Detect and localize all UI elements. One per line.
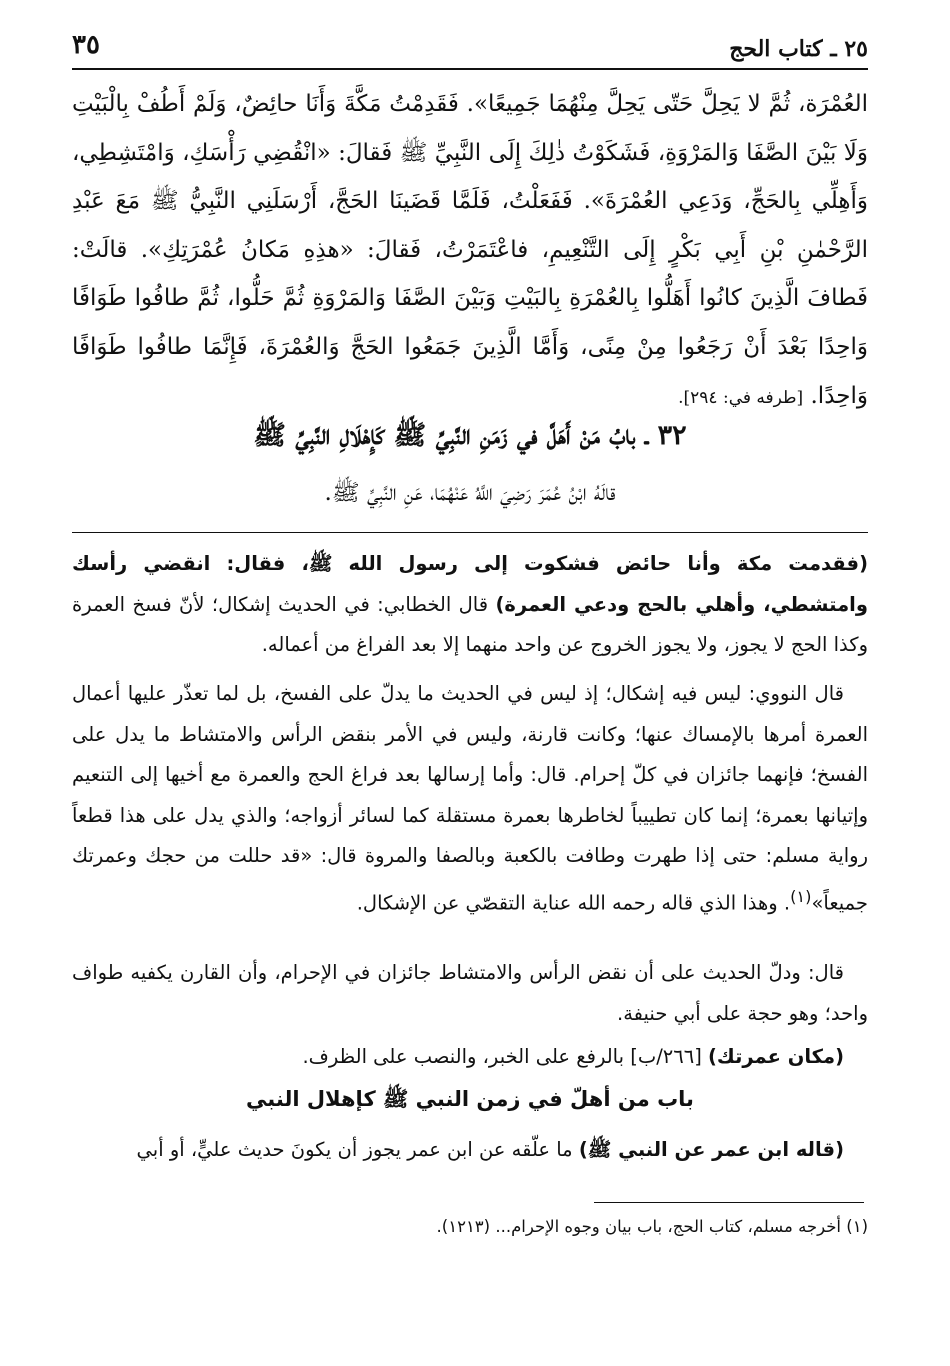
commentary-text: [٢٦٦/ب] بالرفع على الخبر، والنصب على الظرف. xyxy=(302,1045,708,1068)
hadith-text xyxy=(72,80,868,422)
commentary-text: ما علّقه عن ابن عمر يجوز أن يكونَ حديث عليٍّ، أو أبي xyxy=(136,1138,579,1161)
footnote-marker: (١) xyxy=(790,886,812,906)
commentary-paragraph-2 xyxy=(72,674,868,924)
footnote: (١) أخرجه مسلم، كتاب الحج، باب بيان وجوه الإحرام... (١٢١٣). xyxy=(436,1217,868,1236)
commentary-subheading: باب من أهلّ في زمن النبي ﷺ كإهلال النبي xyxy=(246,1087,694,1111)
footnote-rule xyxy=(594,1202,864,1203)
page-number: ٣٥ xyxy=(72,30,100,60)
running-header xyxy=(72,24,868,66)
hadith-reference: [طرفه في: ٢٩٤]. xyxy=(678,387,804,408)
commentary-text-tail: . وهذا الذي قاله رحمه الله عناية التقصّي عن الإشكال. xyxy=(356,891,791,914)
commentary-paragraph-4 xyxy=(72,1037,868,1078)
quoted-phrase: (قاله ابن عمر عن النبي ﷺ) xyxy=(578,1138,844,1161)
commentary-text: قال الخطابي: في الحديث إشكال؛ لأنّ فسخ العمرة وكذا الحج لا يجوز، ولا يجوز الخروج عن واحد منهما إلا بعد الفراغ من أعماله. xyxy=(72,592,868,656)
chapter-subline: قالَهُ ابْنُ عُمَرَ رَضِيَ اللَّهُ عَنْهُمَا، عَنِ النَّبِيِّ ﷺ. xyxy=(324,480,616,506)
hadith-body: العُمْرَة، ثُمَّ لا يَحِلَّ حَتّى يَحِلَّ مِنْهُمَا جَمِيعًا». فَقَدِمْتُ مَكَّةَ وَأَنَا حائِضٌ، وَلَمْ أَطُفْ بِالْبَيْتِ وَلَا بَيْنَ الصَّفَا وَالمَرْوَةِ، فَشَكَوْتُ ذٰلِكَ إِلَى النَّبِيِّ ﷺ فَقالَ: «انْقُضِي رَأْسَكِ، وَامْتَشِطِي، وَأَهِلِّي بِالحَجِّ، وَدَعِي العُمْرَةَ». فَفَعَلْتُ، فَلَمَّا قَضَينَا الحَجَّ، أَرْسَلَنِي النَّبِيُّ ﷺ مَعَ عَبْدِ الرَّحْمٰنِ بْنِ أَبِي بَكْرٍ إِلَى التَّنْعِيمِ، فاعْتَمَرْتُ، فَقالَ: «هذِهِ مَكانُ عُمْرَتِكِ». قالَتْ: فَطافَ الَّذِينَ كانُوا أَهَلُّوا بِالعُمْرَةِ بِالبَيْتِ وَبَيْنَ الصَّفَا وَالمَرْوَةِ ثُمَّ حَلُّوا، ثُمَّ طافُوا طَوَافًا وَاحِدًا بَعْدَ أَنْ رَجَعُوا مِنْ مِنًى، وَأَمَّا الَّذِينَ جَمَعُوا الحَجَّ وَالعُمْرَةَ، فَإِنَّمَا طافُوا طَوَافًا وَاحِدًا. xyxy=(72,91,868,409)
commentary-paragraph-1 xyxy=(72,544,868,666)
commentary-paragraph-5 xyxy=(72,1130,868,1171)
section-divider xyxy=(72,532,868,533)
chapter-heading: ٣٢ ـ بابُ مَنْ أَهَلَّ في زَمَنِ النَّبِيِّ ﷺ كَإِهْلَالِ النَّبِيِّ ﷺ xyxy=(253,420,687,451)
quoted-phrase: (مكان عمرتك) xyxy=(708,1045,844,1068)
commentary-text: قال النووي: ليس فيه إشكال؛ إذ ليس في الحديث ما يدلّ على الفسخ، بل لما تعذّر عليها أعمال العمرة أمرها بالإمساك عنها؛ وكانت قارنة، وليس في الأمر بنقض الرأس والامتشاط ما يدل على الفسخ؛ فإنهما جائزان في كلّ إحرام. قال: وأما إرسالها بعد فراغ الحج والعمرة مع أخيها إلى التنعيم وإتيانها بعمرة؛ إنما كان تطييباً لخاطرها بعمرة مستقلة كما لسائر أزواجه؛ والذي يدل على هذا قطعاً رواية مسلم: حتى إذا طهرت وطافت بالكعبة وبالصفا والمروة قال: «قد حللت من حجك وعمرتك جميعاً» xyxy=(72,682,868,914)
header-rule xyxy=(72,68,868,70)
commentary-paragraph-3: قال: ودلّ الحديث على أن نقض الرأس والامتشاط جائزان في الإحرام، وأن القارن يكفيه طواف واحد؛ وهو حجة على أبي حنيفة. xyxy=(72,961,868,1025)
book-title: ٢٥ ـ كتاب الحج xyxy=(729,36,868,62)
quoted-phrase: (فقدمت مكة وأنا حائض فشكوت إلى رسول الله ﷺ، فقال: انقضي رأسك وامتشطي، وأهلي بالحج ودعي العمرة) xyxy=(72,552,868,616)
